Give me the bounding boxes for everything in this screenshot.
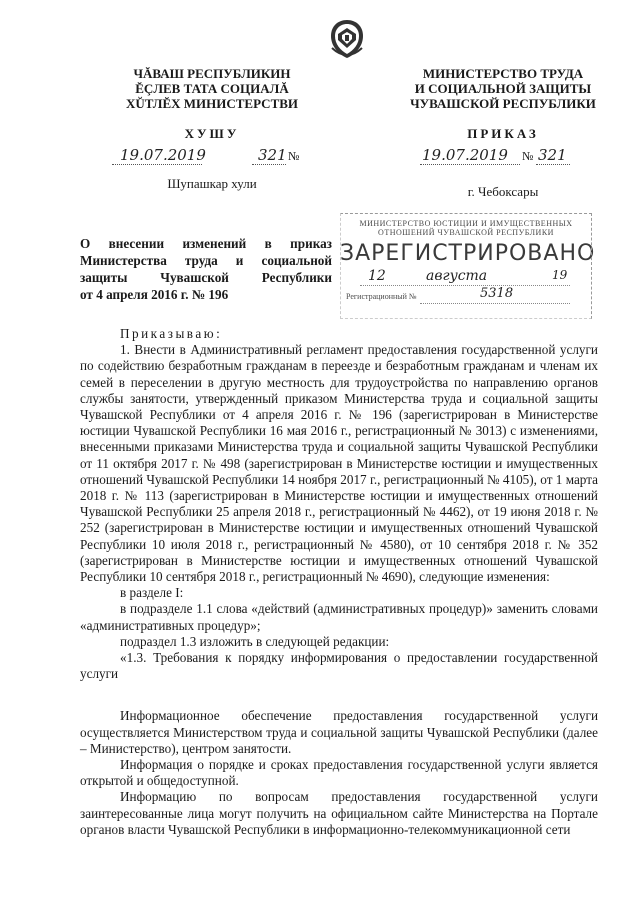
paragraph-1: 1. Внести в Административный регламент предоставления государственной услуги по содействию безработным гражданам в переезде и безработным гражданам и членам их семей в переселении в другую местность для трудоустройства по направлению органов службы занятости, утвержденный приказом Министерства труда и социальной защиты Чувашской Республики от 4 апреля 2016 г. № 196 (зарегистрирован в Министерстве юстиции Чувашской Республики 16 мая 2016 г., регистрационный № 3013) с изменениями, внесенными приказами Министерства труда и социальной защиты Чувашской Республики от 11 октября 2017 г. № 498 (зарегистрирован в Министерстве юстиции и имущественных отношений Чувашской Республики 14 ноября 2017 г., регистрационный № 4105), от 1 марта 2018 г. № 113 (зарегистрирован в Министерстве юстиции и имущественных отношений Чувашской Республики 25 апреля 2018 г., регистрационный № 4462), от 19 июня 2018 г. № 252 (зарегистрирован в Министерстве юстиции и имущественных отношений Чувашской Республики 10 июля 2018 г., регистрационный № 4580), от 10 сентября 2018 г. № 352 (зарегистрирован в Министерстве юстиции и имущественных отношений Чувашской Республики 10 сентября 2018 г., регистрационный № 4690), следующие изменения: [80,342,598,585]
stamp-year-handwritten: 19 [552,268,568,282]
left-header-line-3: ХŬТЛĔХ МИНИСТЕРСТВИ [125,96,299,111]
stamp-reg-label: Регистрационный № [346,292,417,301]
document-title [80,235,332,303]
left-header-line-2: ĔÇЛЕВ ТАТА СОЦИАЛĂ [135,81,289,96]
stamp-ministry-line-2: ОТНОШЕНИЙ ЧУВАШСКОЙ РЕСПУБЛИКИ [378,228,554,237]
right-header-line-2: И СОЦИАЛЬНОЙ ЗАЩИТЫ [414,81,592,96]
right-date-number-line [420,146,610,166]
title-line-2: Министерства труда и социальной [80,253,332,268]
left-date-number-line [112,146,312,166]
left-order-word: ХУШУ [184,126,240,141]
right-order-word: ПРИКАЗ [467,126,539,141]
right-header-line-3: ЧУВАШСКОЙ РЕСПУБЛИКИ [410,96,596,111]
coat-of-arms-emblem [326,18,368,60]
title-line-1: О внесении изменений в приказ [80,236,332,251]
right-date-handwritten: 19.07.2019 [422,146,508,164]
left-date-handwritten: 19.07.2019 [120,146,206,164]
right-header-block [396,66,610,111]
stamp-registered-title: ЗАРЕГИСТРИРОВАНО [340,241,596,266]
right-city: г. Чебоксары [467,184,539,199]
stamp-day-handwritten: 12 [368,268,386,284]
order-body [80,326,598,838]
intro-word: Приказываю: [120,326,223,341]
left-header-line-1: ЧĂВАШ РЕСПУБЛИКИН [133,66,291,81]
left-number-handwritten: 321 [258,146,287,164]
left-city: Шупашкар хули [167,176,257,191]
paragraph-8: Информацию по вопросам предоставления государственной услуги заинтересованные лица могут получить на официальном сайте Министерства на Портале органов власти Чувашской Республики в информационно-телекоммуникационной сети [80,789,598,837]
right-number-handwritten: 321 [538,146,567,164]
paragraph-4: подраздел 1.3 изложить в следующей редакции: [120,633,390,649]
left-number-sign: № [288,149,300,163]
paragraph-5-heading: «1.3. Требования к порядку информирования о предоставлении государственной услуги [80,650,598,682]
left-header-block [118,66,306,111]
paragraph-6: Информационное обеспечение предоставления государственной услуги осуществляется Министерством труда и социальной защиты Чувашской Республики (далее – Министерство), центром занятости. [80,708,598,756]
title-line-3: защиты Чувашской Республики [80,270,332,285]
paragraph-7: Информация о порядке и сроках предоставления государственной услуги является открытой и общедоступной. [80,757,598,789]
right-header-line-1: МИНИСТЕРСТВО ТРУДА [422,66,584,81]
paragraph-3: в подразделе 1.1 слова «действий (административных процедур)» заменить словами «административных процедур»; [80,601,598,633]
paragraph-2: в разделе I: [120,585,184,601]
stamp-month-handwritten: августа [426,268,488,284]
stamp-ministry-line-1: МИНИСТЕРСТВО ЮСТИЦИИ И ИМУЩЕСТВЕННЫХ [359,219,573,228]
right-number-sign: № [522,149,534,163]
title-line-4: от 4 апреля 2016 г. № 196 [80,287,229,302]
registration-stamp [340,213,596,319]
stamp-reg-number-handwritten: 5318 [480,286,514,301]
